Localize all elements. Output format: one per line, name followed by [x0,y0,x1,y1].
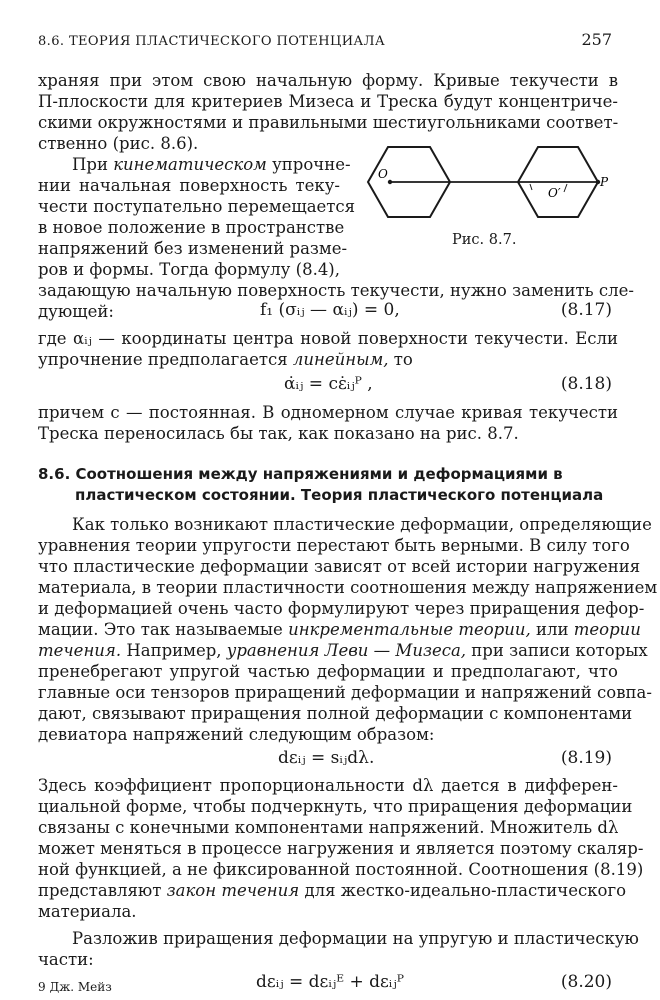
text-line: и деформацией очень часто формулируют через приращения дефор- [38,599,645,618]
section-heading: пластическом состоянии. Теория пластического потенциала [75,486,604,504]
text-line: главные оси тензоров приращений деформации и напряжений совпа- [38,683,652,702]
text-line: мации. Это так называемые инкрементальные теории, или теории [38,620,641,639]
equation-number: (8.18) [560,374,612,394]
text-line: П-плоскости для критериев Мизеса и Треска будут концентриче- [38,92,618,111]
text-line: части: [38,950,94,969]
text-line: Как только возникают пластические деформации, определяющие [72,515,652,534]
text-line: что пластические деформации зависят от всей истории нагружения [38,557,641,576]
label-o: O [378,167,388,181]
running-header: 8.6. ТЕОРИЯ ПЛАСТИЧЕСКОГО ПОТЕНЦИАЛА [38,34,386,49]
label-o-prime: O′ [548,186,561,200]
text-line: храняя при этом свою начальную форму. Кривые текучести в [38,71,618,90]
equation-8-17: f₁ (σᵢⱼ — αᵢⱼ) = 0, [260,300,400,320]
text-line: материала, в теории пластичности соотношения между напряжением [38,578,658,597]
text-line: Треска переносилась бы так, как показано на рис. 8.7. [38,424,519,443]
signature-mark: 9 Дж. Мейз [38,980,112,994]
text-line: где αᵢⱼ — координаты центра новой поверхности текучести. Если [38,329,618,348]
text-line: в новое положение в пространстве [38,218,345,237]
text-line: представляют закон течения для жестко-идеально-пластического [38,881,627,900]
text-line: ственно (рис. 8.6). [38,134,199,153]
page-number: 257 [581,30,612,49]
text-line: может меняться в процессе нагружения и является поэтому скаляр- [38,839,644,858]
text-line: циальной форме, чтобы подчеркнуть, что приращения деформации [38,797,633,816]
text-line: причем c — постоянная. В одномерном случае кривая текучести [38,403,618,422]
text-line: нии начальная поверхность теку- [38,176,340,195]
equation-number: (8.17) [560,300,612,320]
text-line: Здесь коэффициент пропорциональности dλ дается в дифферен- [38,776,618,795]
text-line: напряжений без изменений разме- [38,239,348,258]
equation-number: (8.19) [560,748,612,768]
equation-8-18: α̇ᵢⱼ = cε̇ᵢⱼᴾ , [284,374,373,394]
text-line: Разложив приращения деформации на упругую и пластическую [72,929,639,948]
text-line: дующей: [38,302,114,321]
text-line: течения. Например, уравнения Леви — Мизеса, при записи которых [38,641,648,660]
center-point-o [388,180,392,184]
text-line: дают, связывают приращения полной деформации с компонентами [38,704,633,723]
text-line: девиатора напряжений следующим образом: [38,725,435,744]
text-line: задающую начальную поверхность текучести, нужно заменить сле- [38,281,634,300]
text-line: пренебрегают упругой частью деформации и предполагают, что [38,662,618,681]
text-line: связаны с конечными компонентами напряжений. Множитель dλ [38,818,619,837]
text-line: скими окружностями и правильными шестиугольниками соответ- [38,113,619,132]
text-line: ров и формы. Тогда формулу (8.4), [38,260,340,279]
text-line: чести поступательно перемещается [38,197,356,216]
text-line: упрочнение предполагается линейным, то [38,350,413,369]
equation-8-20: dεᵢⱼ = dεᵢⱼᴱ + dεᵢⱼᴾ [256,972,404,992]
text-line: ной функцией, а не фиксированной постоянной. Соотношения (8.19) [38,860,644,879]
figure-caption: Рис. 8.7. [452,232,517,248]
equation-number: (8.20) [560,972,612,992]
tick-mark [564,184,567,192]
text-line: материала. [38,902,137,921]
text-line: уравнения теории упругости перестают быть верными. В силу того [38,536,630,555]
section-heading: 8.6. Соотношения между напряжениями и деформациями в [38,465,563,483]
equation-8-19: dεᵢⱼ = sᵢⱼdλ. [278,748,375,768]
tick-mark [530,184,532,190]
text-line: При кинематическом упрочне- [72,155,351,174]
label-p: P [600,175,609,189]
